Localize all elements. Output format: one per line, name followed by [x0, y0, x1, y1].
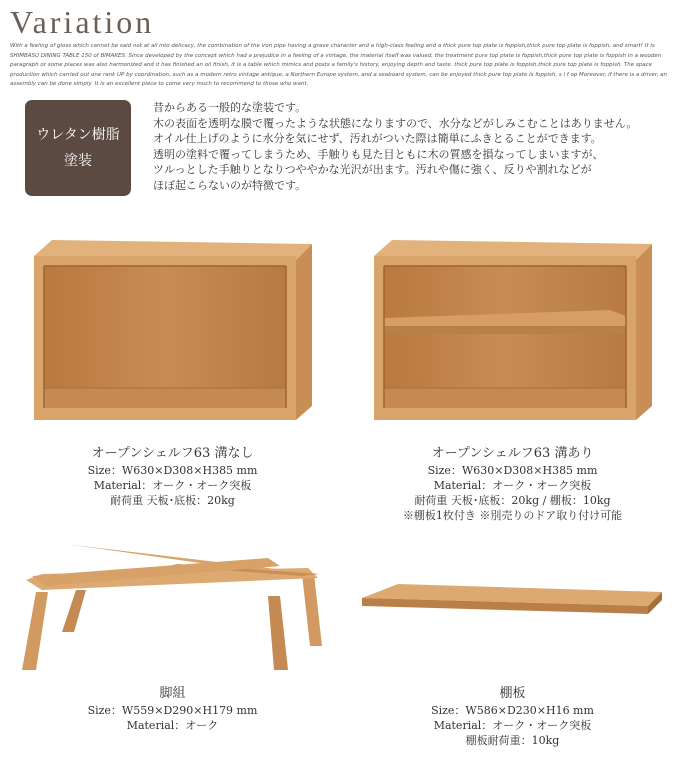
legs-image: [18, 540, 328, 675]
open-shelf-size: Size：W630×D308×H385 mm: [87, 464, 258, 477]
finish-line: 透明の塗料で覆ってしまうため、手触りも見た目ともに木の質感を損なってしまいますが、: [153, 147, 604, 161]
finish-line: オイル仕上げのように水分を気にせず、汚れがついた際は簡単にふきとることができます。: [153, 132, 602, 145]
open-shelf-with-board-image: [370, 238, 655, 423]
finish-badge-line2: 塗装: [64, 153, 92, 169]
open-shelf-with-board-load: 耐荷重 天板･底板：20kg / 棚板：10kg: [414, 494, 611, 507]
open-shelf-image: [30, 238, 315, 423]
shelf-board-name: 棚板: [499, 686, 526, 701]
page-title: Variation: [10, 4, 155, 40]
finish-badge: [25, 100, 131, 196]
intro-text: With a feeling of gloss which cannot be said not at all into delicacy, the combination of the iron pipe having a grave character and a high-class feeling and a thick pure top plate is foppish,thick pure top plate is foppish, and smart! It is SHIMBASU DINING TABLE 150 of BIMAKES. Since developed by the concept which had a prejudice in a feeling of a vintage, the material itself was valued, the treatment pure top plate is foppish,thick pure top plate is foppish in a wooden paragraph or some places was also harmonized and it has finished an oil finish, it is a table which mimics and posts a family's history, enjoying depth and taste. thick pure top plate is foppish,thick pure top plate is foppish. The space production which carried out one rank UP by coordination, such as a modern retro vintage antique, a Northern Europe system, and a seaboard system, can be enjoyed thick pure top plate is foppish, s i f op Moreover, if there is a driver, an assembly can be done simply. It is an excellent piece to come very much to recommend to those who want.: [10, 43, 667, 87]
shelf-board-size: Size：W586×D230×H16 mm: [431, 704, 594, 717]
legs-caption: [20, 684, 325, 733]
open-shelf-with-board-material: Material：オーク・オーク突板: [433, 479, 592, 492]
open-shelf-with-board-size: Size：W630×D308×H385 mm: [427, 464, 598, 477]
shelf-board-image: [358, 582, 666, 620]
finish-line: ツルっとした手触りとなりつややかな光沢が出ます。汚れや傷に強く、反りや割れなどが: [153, 163, 592, 176]
shelf-board-caption: [355, 684, 670, 748]
legs-name: 脚組: [159, 686, 186, 701]
finish-badge-line1: ウレタン樹脂: [36, 127, 120, 143]
finish-line: 昔からある一般的な塗装です。: [153, 101, 307, 114]
open-shelf-caption: [20, 444, 325, 508]
open-shelf-with-board-name: オープンシェルフ63 溝あり: [431, 446, 594, 461]
finish-description: [153, 100, 673, 193]
finish-line: 木の表面を透明な膜で覆ったような状態になりますので、水分などがしみこむことはありません。: [153, 116, 638, 130]
legs-size: Size：W559×D290×H179 mm: [87, 704, 258, 717]
legs-material: Material：オーク: [126, 719, 219, 732]
shelf-board-load: 棚板耐荷重：10kg: [465, 734, 560, 747]
open-shelf-name: オープンシェルフ63 溝なし: [91, 446, 254, 461]
open-shelf-load: 耐荷重 天板･底板：20kg: [110, 494, 235, 507]
open-shelf-with-board-caption: [355, 444, 670, 523]
shelf-board-material: Material：オーク・オーク突板: [433, 719, 592, 732]
open-shelf-with-board-note: ※棚板1枚付き ※別売りのドア取り付け可能: [402, 509, 623, 522]
finish-line: ほぼ起こらないのが特徴です。: [153, 178, 307, 192]
open-shelf-material: Material：オーク・オーク突板: [93, 479, 252, 492]
